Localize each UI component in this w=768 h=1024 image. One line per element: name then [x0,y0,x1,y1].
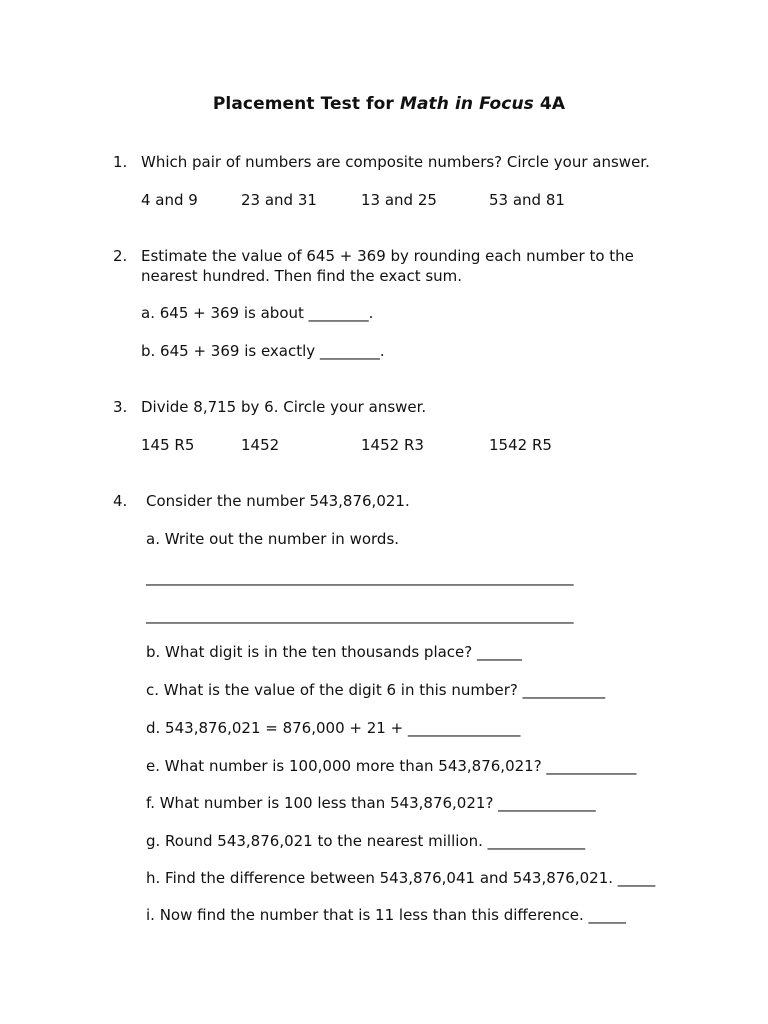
q4-number: 4. [113,492,128,510]
q3-option-1: 145 R5 [141,436,195,454]
q3-text: Divide 8,715 by 6. Circle your answer. [141,398,427,416]
q4-part-e: e. What number is 100,000 more than 543,876,021? ____________ [146,757,637,775]
q4-text: Consider the number 543,876,021. [146,492,410,510]
q3-option-2: 1452 [241,436,280,454]
q4-part-b: b. What digit is in the ten thousands place? ______ [146,643,523,661]
q1-option-4: 53 and 81 [489,191,565,209]
q4-part-h: h. Find the difference between 543,876,041 and 543,876,021. _____ [146,869,656,887]
q4-part-g: g. Round 543,876,021 to the nearest million. _____________ [146,832,586,850]
q4-part-f: f. What number is 100 less than 543,876,021? _____________ [146,794,596,812]
q1-number: 1. [113,153,128,171]
q4-part-i: i. Now find the number that is 11 less than this difference. _____ [146,906,627,924]
q4-answer-line-2: _________________________________________________________ [146,606,574,624]
q1-text: Which pair of numbers are composite numbers? Circle your answer. [141,153,650,171]
q2-text-line1: Estimate the value of 645 + 369 by rounding each number to the [141,247,634,265]
q3-option-4: 1542 R5 [489,436,552,454]
q2-part-a: a. 645 + 369 is about ________. [141,304,374,322]
q1-option-1: 4 and 9 [141,191,198,209]
page-title [0,94,768,114]
q4-part-a: a. Write out the number in words. [146,530,400,548]
q4-part-c: c. What is the value of the digit 6 in this number? ___________ [146,681,606,699]
q2-number: 2. [113,247,128,265]
q3-option-3: 1452 R3 [361,436,424,454]
q4-answer-line-1: _________________________________________________________ [146,568,574,586]
q3-number: 3. [113,398,128,416]
title-suffix: 4A [533,94,566,114]
q4-part-d: d. 543,876,021 = 876,000 + 21 + _______________ [146,719,521,737]
q1-option-3: 13 and 25 [361,191,437,209]
q2-text-line2: nearest hundred. Then find the exact sum. [141,267,463,285]
q2-part-b: b. 645 + 369 is exactly ________. [141,342,385,360]
q1-option-2: 23 and 31 [241,191,317,209]
title-prefix: Placement Test for [212,94,400,114]
title-italic: Math in Focus [399,94,534,114]
